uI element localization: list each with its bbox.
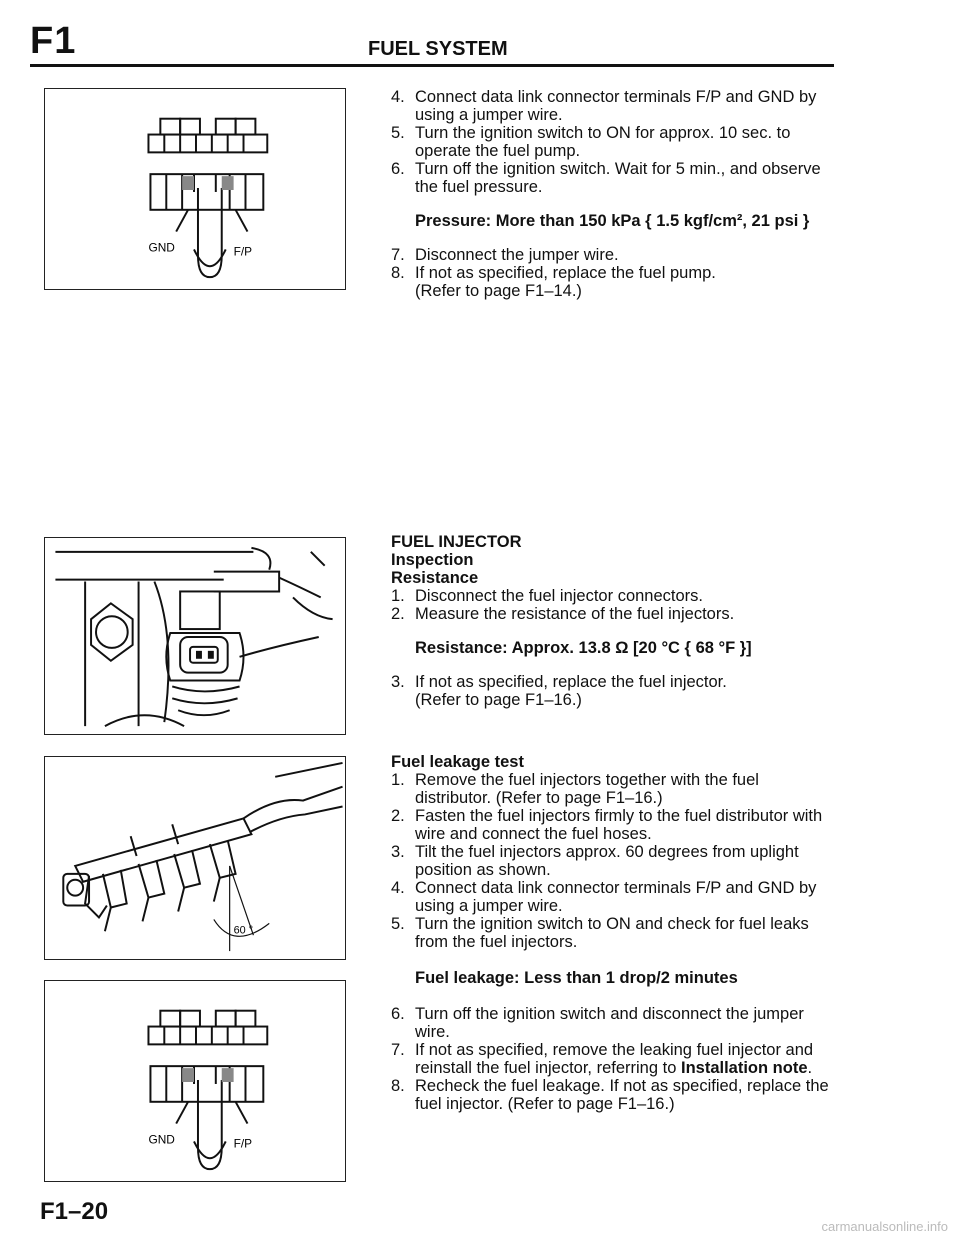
figure-injector-tilt xyxy=(44,756,346,960)
leakage-spec: Fuel leakage: Less than 1 drop/2 minutes xyxy=(415,969,738,987)
page-reference: (Refer to page F1–16.) xyxy=(415,691,582,709)
step-item: 2. Measure the resistance of the fuel injectors. xyxy=(391,605,735,623)
injector-connector-diagram xyxy=(45,538,345,734)
angle-label: 60 ° xyxy=(233,924,254,937)
gnd-label: GND xyxy=(148,240,175,255)
pressure-spec: Pressure: More than 150 kPa { 1.5 kgf/cm², 21 psi } xyxy=(415,212,810,230)
figure-dlc-jumper-1 xyxy=(44,88,346,290)
fp-label-2: F/P xyxy=(233,1136,253,1151)
figure-injector-connector xyxy=(44,537,346,735)
subsection-heading: Fuel leakage test xyxy=(391,753,524,771)
step-item: 7. Disconnect the jumper wire. xyxy=(391,246,619,264)
fp-label: F/P xyxy=(233,244,253,259)
section-heading: FUEL INJECTOR xyxy=(391,533,522,551)
subsubsection-heading: Resistance xyxy=(391,569,479,587)
step-item: 4. Connect data link connector terminals F/P and GND by using a jumper wire. xyxy=(391,88,817,124)
step-item: 5. Turn the ignition switch to ON for approx. 10 sec. to operate the fuel pump. xyxy=(391,124,791,160)
step-item: 3. Tilt the fuel injectors approx. 60 degrees from uplight position as shown. xyxy=(391,843,799,879)
step-item: 1. Disconnect the fuel injector connectors. xyxy=(391,587,703,605)
fuel-leakage-steps xyxy=(391,753,836,1113)
step-item: 8. Recheck the fuel leakage. If not as specified, replace the fuel injector. (Refer to page F1–16.) xyxy=(391,1077,829,1113)
figure-dlc-jumper-2 xyxy=(44,980,346,1182)
dlc-jumper-diagram xyxy=(45,89,345,289)
step-item: 6. Turn off the ignition switch and disconnect the jumper wire. xyxy=(391,1005,804,1041)
step-item: 8. If not as specified, replace the fuel pump. xyxy=(391,264,716,282)
step-item: 5. Turn the ignition switch to ON and check for fuel leaks from the fuel injectors. xyxy=(391,915,809,951)
header-rule xyxy=(30,64,834,67)
step-item: 1. Remove the fuel injectors together with the fuel distributor. (Refer to page F1–16.) xyxy=(391,771,759,807)
step-item: 4. Connect data link connector terminals F/P and GND by using a jumper wire. xyxy=(391,879,817,915)
resistance-spec: Resistance: Approx. 13.8 Ω [20 °C { 68 °F }] xyxy=(415,639,752,657)
step-item: 2. Fasten the fuel injectors firmly to the fuel distributor with wire and connect the fuel hoses. xyxy=(391,807,823,843)
subsection-heading: Inspection xyxy=(391,551,474,569)
step-item: 7. If not as specified, remove the leaking fuel injector and reinstall the fuel injector, referring to Installation note. xyxy=(391,1041,814,1077)
watermark: carmanualsonline.info xyxy=(821,1219,948,1234)
page-number: F1–20 xyxy=(40,1198,109,1225)
step-item: 3. If not as specified, replace the fuel injector. xyxy=(391,673,727,691)
gnd-label-2: GND xyxy=(148,1132,175,1147)
step-item: 6. Turn off the ignition switch. Wait for 5 min., and observe the fuel pressure. xyxy=(391,160,821,196)
dlc-jumper-diagram-2 xyxy=(45,981,345,1181)
injector-resistance-steps xyxy=(391,533,836,709)
injector-tilt-diagram xyxy=(45,757,345,959)
step-text: If not as specified, remove the leaking fuel injector and reinstall the fuel injector, referring to xyxy=(415,1041,814,1077)
fuel-pressure-steps xyxy=(391,88,836,300)
section-code: F1 xyxy=(30,20,77,62)
page-reference: (Refer to page F1–14.) xyxy=(415,282,582,300)
page-title: FUEL SYSTEM xyxy=(368,38,508,60)
installation-note-ref: Installation note xyxy=(680,1059,808,1077)
